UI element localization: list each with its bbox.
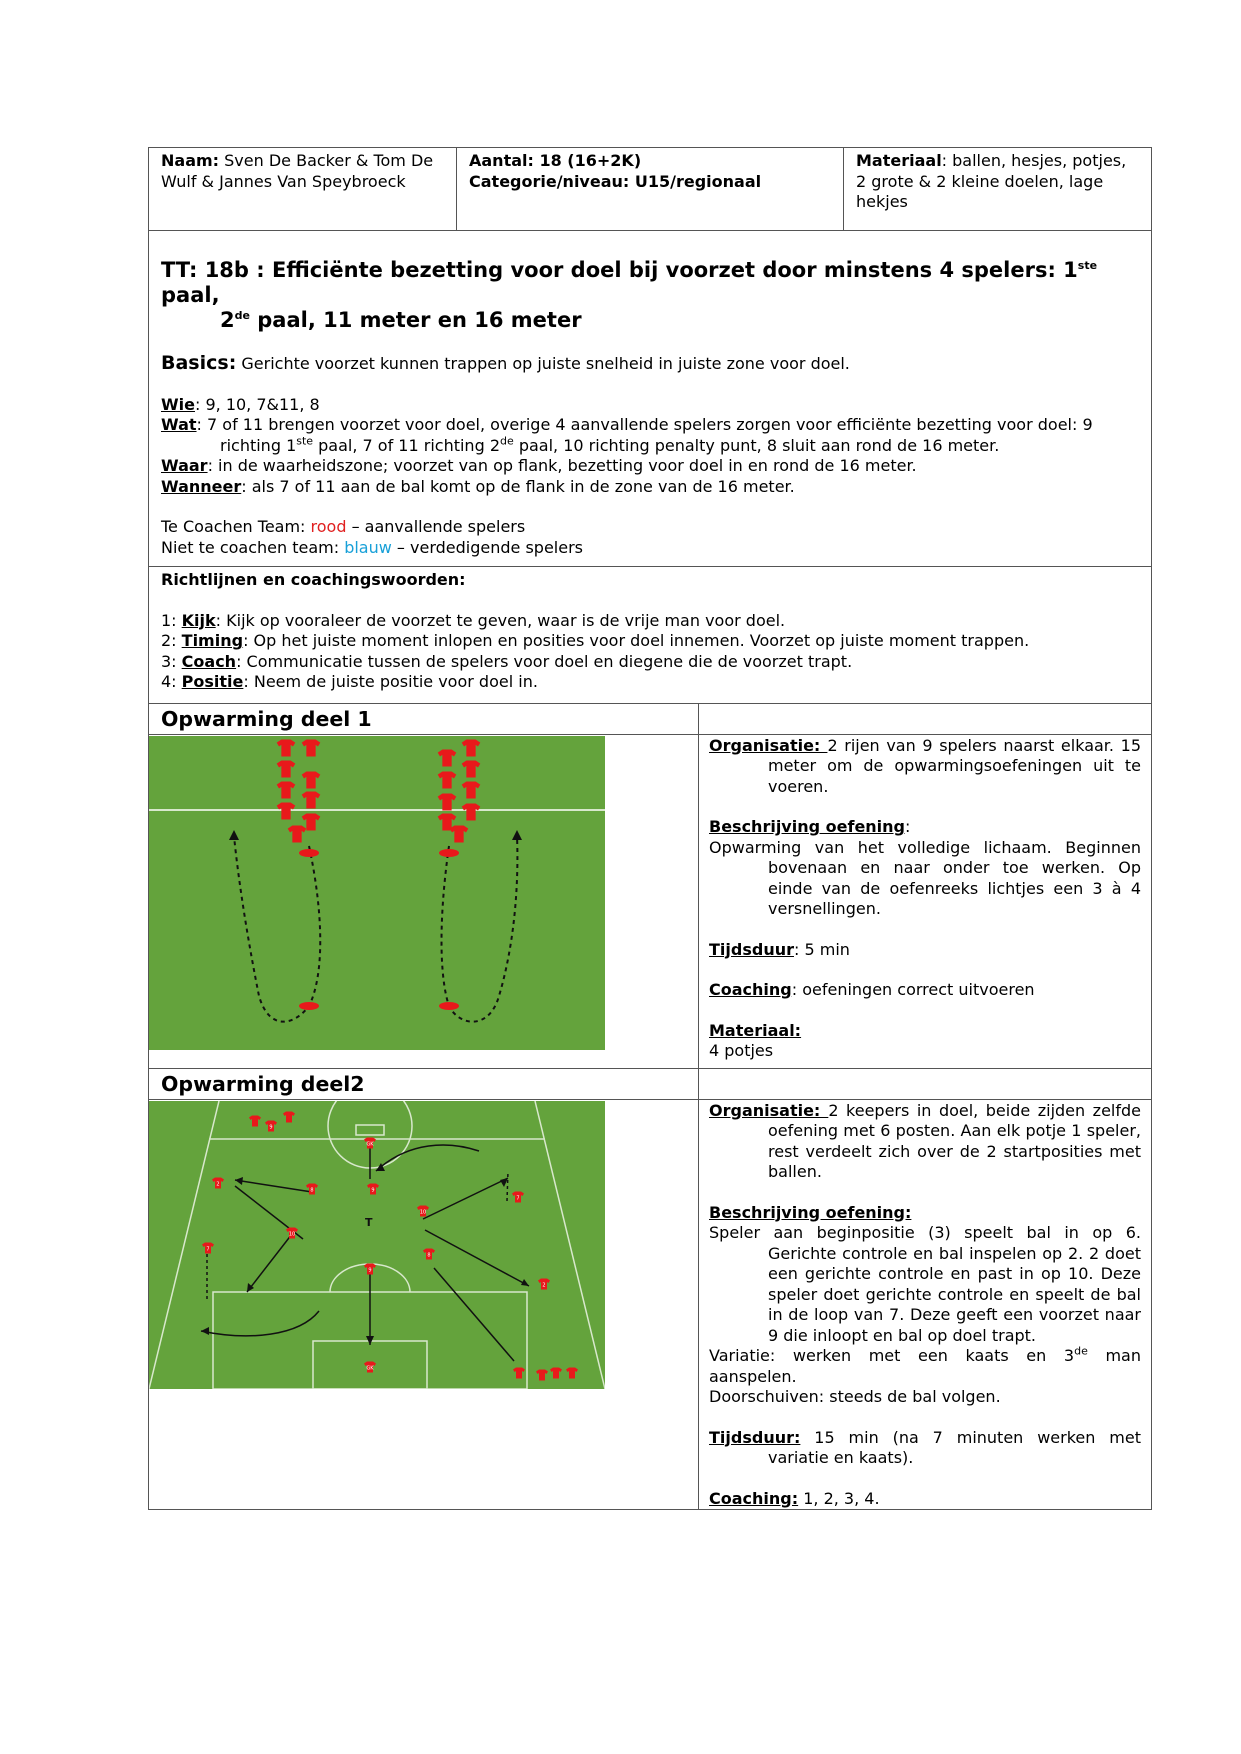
- part1-organisatie: Organisatie: 2 rijen van 9 spelers naarst elkaar. 15 meter om de opwarmingsoefeningen uit te voeren.: [709, 735, 1141, 796]
- part2-desc-label: Beschrijving oefening:: [709, 1202, 912, 1222]
- part2-title-cell: [149, 1068, 699, 1099]
- player-number-label: 9: [269, 1124, 273, 1130]
- player-number-label: 9: [368, 1267, 372, 1273]
- player-number-label: 9: [371, 1187, 375, 1193]
- materiaal-cell: [844, 148, 1152, 231]
- nocoach-team-line: Niet te coachen team: blauw – verdedigende spelers: [161, 537, 583, 557]
- materiaal-label: Materiaal: [856, 151, 942, 170]
- part1-desc-label: Beschrijving oefening:: [709, 817, 911, 836]
- part1-coaching: Coaching: oefeningen correct uitvoeren: [709, 980, 1035, 999]
- player-number-label: GK: [366, 1365, 374, 1371]
- naam-cell: [149, 148, 457, 231]
- player-number-label: 7: [516, 1195, 520, 1201]
- cone-icon: [299, 849, 319, 857]
- part2-diagram-cell: [149, 1099, 699, 1510]
- warmup-field-diagram: [149, 736, 605, 1050]
- part1-desc-text: Opwarming van het volledige lichaam. Beginnen bovenaan en naar onder toe werken. Op einde van de oefenreeks lichtjes een 3 à 4 versnellingen.: [709, 837, 1141, 918]
- field-grass: [149, 736, 605, 1050]
- part1-title-empty: [699, 703, 1152, 734]
- training-sheet-table: [148, 147, 1152, 1510]
- part1-title-cell: [149, 703, 699, 734]
- player-number-label: 8: [310, 1187, 314, 1193]
- part2-doorschuiven: Doorschuiven: steeds de bal volgen.: [709, 1387, 1001, 1406]
- naam-label: Naam:: [161, 151, 220, 170]
- wat-line: Wat: 7 of 11 brengen voorzet voor doel, overige 4 aanvallende spelers zorgen voor efficiënte bezetting voor doel: 9 richting 1ste paal, 7 of 11 richting 2de paal, 10 richting penalty punt, 8 sluit aan rond de 16 meter.: [161, 415, 1093, 455]
- materiaal-value: : ballen, hesjes, potjes, 2 grote & 2 kleine doelen, lage hekjes: [856, 151, 1127, 211]
- part1-text-cell: [699, 734, 1152, 1068]
- guideline-item: 3: Coach: Communicatie tussen de spelers voor doel en diegene die de voorzet trapt.: [161, 651, 853, 671]
- coach-team-line: Te Coachen Team: rood – aanvallende spelers: [161, 517, 526, 536]
- part2-title: Opwarming deel2: [161, 1071, 365, 1096]
- player-number-label: 10: [288, 1231, 296, 1237]
- player-number-label: 10: [419, 1209, 427, 1215]
- part2-variatie: Variatie: werken met een kaats en 3de man aanspelen.: [709, 1344, 1141, 1386]
- part2-desc-text: Speler aan beginpositie (3) speelt bal in op 6. Gerichte controle en bal inspelen op 2. 2 doet een gerichte controle en past in op 10. Deze speler doet gerichte controle en speelt de bal in de loop van 7. Deze geeft een voorzet naar 9 die inloopt en bal op doel trapt.: [709, 1223, 1141, 1345]
- part1-title: Opwarming deel 1: [161, 706, 372, 731]
- wanneer-line: Wanneer: als 7 of 11 aan de bal komt op de flank in de zone van de 16 meter.: [161, 476, 795, 496]
- part1-diagram-cell: [149, 734, 699, 1068]
- categorie-text: Categorie/niveau: U15/regionaal: [469, 171, 762, 191]
- cone-icon: [439, 849, 459, 857]
- part1-tijdsduur: Tijdsduur: 5 min: [709, 939, 850, 959]
- part2-coaching: Coaching: 1, 2, 3, 4.: [709, 1488, 880, 1508]
- part2-organisatie: Organisatie: 2 keepers in doel, beide zijden zelfde oefening met 6 posten. Aan elk potje 1 speler, rest verdeelt zich over de 2 startposities met ballen.: [709, 1100, 1142, 1181]
- player-number-label: 2: [216, 1181, 220, 1187]
- cone-icon: [299, 1002, 319, 1010]
- aantal-cell: [457, 148, 844, 231]
- guideline-item: 1: Kijk: Kijk op vooraleer de voorzet te geven, waar is de vrije man voor doel.: [161, 610, 786, 630]
- wie-line: Wie: 9, 10, 7&11, 8: [161, 394, 320, 414]
- guideline-item: 2: Timing: Op het juiste moment inlopen en posities voor doel innemen. Voorzet op juiste moment trappen.: [161, 631, 1030, 650]
- guidelines-heading: Richtlijnen en coachingswoorden:: [161, 570, 466, 589]
- waar-line: Waar: in de waarheidszone; voorzet van op flank, bezetting voor doel in en rond de 16 meter.: [161, 456, 917, 475]
- part2-title-empty: [699, 1068, 1152, 1099]
- theme-title: TT: 18b : Efficiënte bezetting voor doel bij voorzet door minstens 4 spelers: 1ste paal, 2de paal, 11 meter en 16 meter: [161, 258, 1098, 332]
- part1-materiaal-text: 4 potjes: [709, 1041, 774, 1060]
- player-number-label: GK: [366, 1141, 374, 1147]
- player-number-label: 8: [427, 1252, 431, 1258]
- part2-text-cell: [699, 1099, 1152, 1510]
- naam-value: Sven De Backer & Tom De Wulf & Jannes Van Speybroeck: [161, 151, 434, 191]
- basics-line: Basics: Gerichte voorzet kunnen trappen op juiste snelheid in juiste zone voor doel.: [161, 352, 850, 374]
- part2-tijdsduur: Tijdsduur: 15 min (na 7 minuten werken met variatie en kaats).: [709, 1427, 1141, 1467]
- field-grass: [149, 1101, 605, 1389]
- guideline-item: 4: Positie: Neem de juiste positie voor doel in.: [161, 672, 538, 691]
- player-number-label: 2: [542, 1282, 546, 1288]
- diagram-t-label: T: [365, 1215, 373, 1229]
- theme-cell: [149, 231, 1152, 567]
- aantal-text: Aantal: 18 (16+2K): [469, 151, 642, 170]
- document-page: [148, 147, 1151, 1510]
- passing-drill-diagram: [149, 1101, 605, 1389]
- cone-icon: [439, 1002, 459, 1010]
- player-number-label: 7: [206, 1246, 210, 1252]
- guidelines-cell: [149, 567, 1152, 704]
- part1-materiaal-label: Materiaal:: [709, 1020, 802, 1040]
